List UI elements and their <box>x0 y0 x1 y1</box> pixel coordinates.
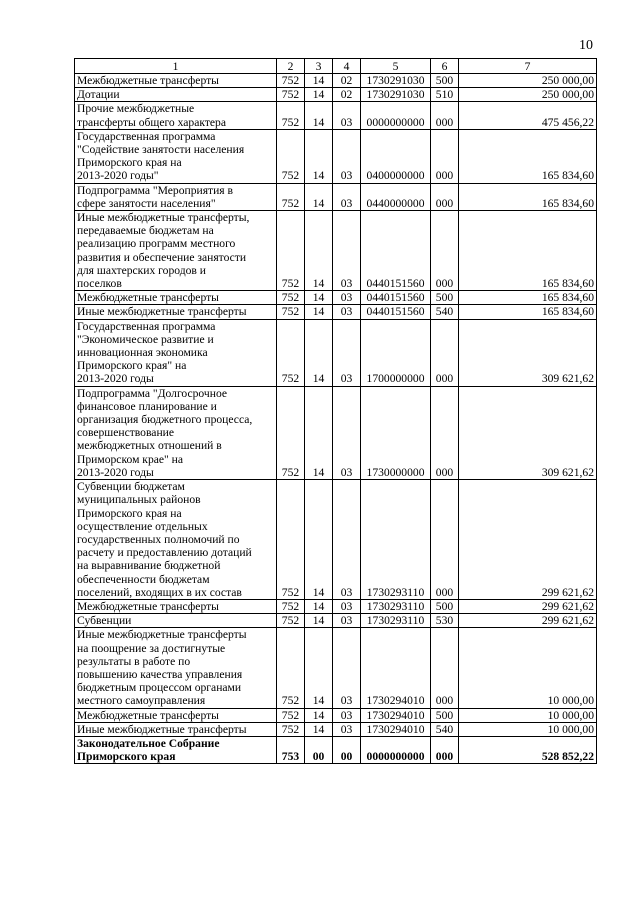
amount-cell: 10 000,00 <box>459 708 597 722</box>
amount-cell: 250 000,00 <box>459 74 597 88</box>
target-article-cell: 0440000000 <box>361 183 431 210</box>
column-header-1: 1 <box>75 59 277 74</box>
subsection-code-cell: 03 <box>333 614 361 628</box>
amount-cell: 475 456,22 <box>459 102 597 129</box>
target-article-cell: 0440151560 <box>361 305 431 319</box>
target-article-cell: 1730294010 <box>361 628 431 708</box>
amount-cell: 299 621,62 <box>459 614 597 628</box>
subsection-code-cell: 03 <box>333 599 361 613</box>
amount-cell: 165 834,60 <box>459 129 597 183</box>
table-row <box>75 599 597 613</box>
item-name-cell: Государственная программа "Экономическое развитие и инновационная экономика Приморского края" на 2013-2020 годы <box>75 319 277 386</box>
target-article-cell: 1730000000 <box>361 386 431 479</box>
subsection-code-cell: 03 <box>333 386 361 479</box>
table-row <box>75 722 597 736</box>
expense-type-cell: 540 <box>431 722 459 736</box>
table-row <box>75 736 597 763</box>
amount-cell: 299 621,62 <box>459 480 597 600</box>
ministry-code-cell: 752 <box>277 722 305 736</box>
expense-type-cell: 530 <box>431 614 459 628</box>
item-name-cell: Субвенции <box>75 614 277 628</box>
expense-type-cell: 000 <box>431 102 459 129</box>
section-code-cell: 14 <box>305 305 333 319</box>
ministry-code-cell: 752 <box>277 599 305 613</box>
ministry-code-cell: 752 <box>277 102 305 129</box>
amount-cell: 165 834,60 <box>459 305 597 319</box>
section-code-cell: 14 <box>305 291 333 305</box>
amount-cell: 528 852,22 <box>459 736 597 763</box>
expense-type-cell: 500 <box>431 599 459 613</box>
section-code-cell: 00 <box>305 736 333 763</box>
target-article-cell: 1730291030 <box>361 88 431 102</box>
amount-cell: 10 000,00 <box>459 628 597 708</box>
amount-cell: 165 834,60 <box>459 211 597 291</box>
table-row <box>75 480 597 600</box>
target-article-cell: 1730294010 <box>361 708 431 722</box>
ministry-code-cell: 753 <box>277 736 305 763</box>
expense-type-cell: 000 <box>431 386 459 479</box>
expense-type-cell: 000 <box>431 129 459 183</box>
subsection-code-cell: 02 <box>333 74 361 88</box>
section-code-cell: 14 <box>305 319 333 386</box>
ministry-code-cell: 752 <box>277 305 305 319</box>
target-article-cell: 0400000000 <box>361 129 431 183</box>
column-header-3: 3 <box>305 59 333 74</box>
section-code-cell: 14 <box>305 211 333 291</box>
ministry-code-cell: 752 <box>277 291 305 305</box>
item-name-cell: Прочие межбюджетные трансферты общего характера <box>75 102 277 129</box>
amount-cell: 299 621,62 <box>459 599 597 613</box>
item-name-cell: Межбюджетные трансферты <box>75 599 277 613</box>
target-article-cell: 0440151560 <box>361 211 431 291</box>
amount-cell: 309 621,62 <box>459 386 597 479</box>
section-code-cell: 14 <box>305 708 333 722</box>
table-row <box>75 88 597 102</box>
section-code-cell: 14 <box>305 614 333 628</box>
table-row <box>75 102 597 129</box>
table-row <box>75 129 597 183</box>
subsection-code-cell: 03 <box>333 211 361 291</box>
subsection-code-cell: 03 <box>333 183 361 210</box>
item-name-cell: Межбюджетные трансферты <box>75 291 277 305</box>
section-code-cell: 14 <box>305 129 333 183</box>
subsection-code-cell: 03 <box>333 291 361 305</box>
table-row <box>75 628 597 708</box>
table-row <box>75 211 597 291</box>
expense-type-cell: 500 <box>431 291 459 305</box>
table-row <box>75 386 597 479</box>
column-header-2: 2 <box>277 59 305 74</box>
ministry-code-cell: 752 <box>277 319 305 386</box>
ministry-code-cell: 752 <box>277 708 305 722</box>
table-row <box>75 183 597 210</box>
item-name-cell: Подпрограмма "Мероприятия в сфере занятости населения" <box>75 183 277 210</box>
target-article-cell: 1730293110 <box>361 480 431 600</box>
subsection-code-cell: 03 <box>333 305 361 319</box>
table-body <box>75 74 597 764</box>
amount-cell: 250 000,00 <box>459 88 597 102</box>
ministry-code-cell: 752 <box>277 129 305 183</box>
item-name-cell: Дотации <box>75 88 277 102</box>
column-header-5: 5 <box>361 59 431 74</box>
item-name-cell: Иные межбюджетные трансферты <box>75 722 277 736</box>
ministry-code-cell: 752 <box>277 183 305 210</box>
page-number: 10 <box>579 38 593 53</box>
ministry-code-cell: 752 <box>277 628 305 708</box>
item-name-cell: Государственная программа "Содействие занятости населения Приморского края на 2013-2020 годы" <box>75 129 277 183</box>
expense-type-cell: 000 <box>431 628 459 708</box>
subsection-code-cell: 03 <box>333 628 361 708</box>
item-name-cell: Законодательное Собрание Приморского края <box>75 736 277 763</box>
subsection-code-cell: 03 <box>333 480 361 600</box>
target-article-cell: 0440151560 <box>361 291 431 305</box>
target-article-cell: 1730293110 <box>361 614 431 628</box>
target-article-cell: 1730293110 <box>361 599 431 613</box>
subsection-code-cell: 03 <box>333 319 361 386</box>
ministry-code-cell: 752 <box>277 480 305 600</box>
expense-type-cell: 000 <box>431 319 459 386</box>
expense-type-cell: 510 <box>431 88 459 102</box>
expense-type-cell: 500 <box>431 74 459 88</box>
ministry-code-cell: 752 <box>277 88 305 102</box>
expense-type-cell: 000 <box>431 183 459 210</box>
table-header-row <box>75 59 597 74</box>
expense-type-cell: 000 <box>431 480 459 600</box>
expense-type-cell: 000 <box>431 211 459 291</box>
item-name-cell: Межбюджетные трансферты <box>75 74 277 88</box>
section-code-cell: 14 <box>305 102 333 129</box>
ministry-code-cell: 752 <box>277 74 305 88</box>
target-article-cell: 0000000000 <box>361 102 431 129</box>
subsection-code-cell: 02 <box>333 88 361 102</box>
budget-table <box>74 58 597 764</box>
column-header-7: 7 <box>459 59 597 74</box>
item-name-cell: Межбюджетные трансферты <box>75 708 277 722</box>
item-name-cell: Иные межбюджетные трансферты на поощрение за достигнутые результаты в работе по повышению качества управления бюджетным процессом органами местного самоуправления <box>75 628 277 708</box>
amount-cell: 309 621,62 <box>459 319 597 386</box>
table-row <box>75 291 597 305</box>
subsection-code-cell: 00 <box>333 736 361 763</box>
amount-cell: 10 000,00 <box>459 722 597 736</box>
target-article-cell: 1730291030 <box>361 74 431 88</box>
table-row <box>75 614 597 628</box>
amount-cell: 165 834,60 <box>459 291 597 305</box>
section-code-cell: 14 <box>305 88 333 102</box>
section-code-cell: 14 <box>305 74 333 88</box>
item-name-cell: Иные межбюджетные трансферты <box>75 305 277 319</box>
section-code-cell: 14 <box>305 183 333 210</box>
amount-cell: 165 834,60 <box>459 183 597 210</box>
section-code-cell: 14 <box>305 722 333 736</box>
table-row <box>75 74 597 88</box>
target-article-cell: 1700000000 <box>361 319 431 386</box>
section-code-cell: 14 <box>305 480 333 600</box>
section-code-cell: 14 <box>305 386 333 479</box>
subsection-code-cell: 03 <box>333 708 361 722</box>
subsection-code-cell: 03 <box>333 722 361 736</box>
subsection-code-cell: 03 <box>333 102 361 129</box>
expense-type-cell: 500 <box>431 708 459 722</box>
expense-type-cell: 540 <box>431 305 459 319</box>
table-row <box>75 708 597 722</box>
column-header-6: 6 <box>431 59 459 74</box>
item-name-cell: Иные межбюджетные трансферты, передаваемые бюджетам на реализацию программ местного развития и обеспечение занятости для шахтерских городов и поселков <box>75 211 277 291</box>
section-code-cell: 14 <box>305 599 333 613</box>
ministry-code-cell: 752 <box>277 211 305 291</box>
section-code-cell: 14 <box>305 628 333 708</box>
table-row <box>75 305 597 319</box>
expense-type-cell: 000 <box>431 736 459 763</box>
ministry-code-cell: 752 <box>277 386 305 479</box>
target-article-cell: 1730294010 <box>361 722 431 736</box>
table-row <box>75 319 597 386</box>
item-name-cell: Подпрограмма "Долгосрочное финансовое планирование и организация бюджетного процесса, совершенствование межбюджетных отношений в Приморском крае" на 2013-2020 годы <box>75 386 277 479</box>
subsection-code-cell: 03 <box>333 129 361 183</box>
column-header-4: 4 <box>333 59 361 74</box>
ministry-code-cell: 752 <box>277 614 305 628</box>
item-name-cell: Субвенции бюджетам муниципальных районов Приморского края на осуществление отдельных государственных полномочий по расчету и предоставлению дотаций на выравнивание бюджетной обеспеченности бюджетам поселений, входящих в их состав <box>75 480 277 600</box>
target-article-cell: 0000000000 <box>361 736 431 763</box>
